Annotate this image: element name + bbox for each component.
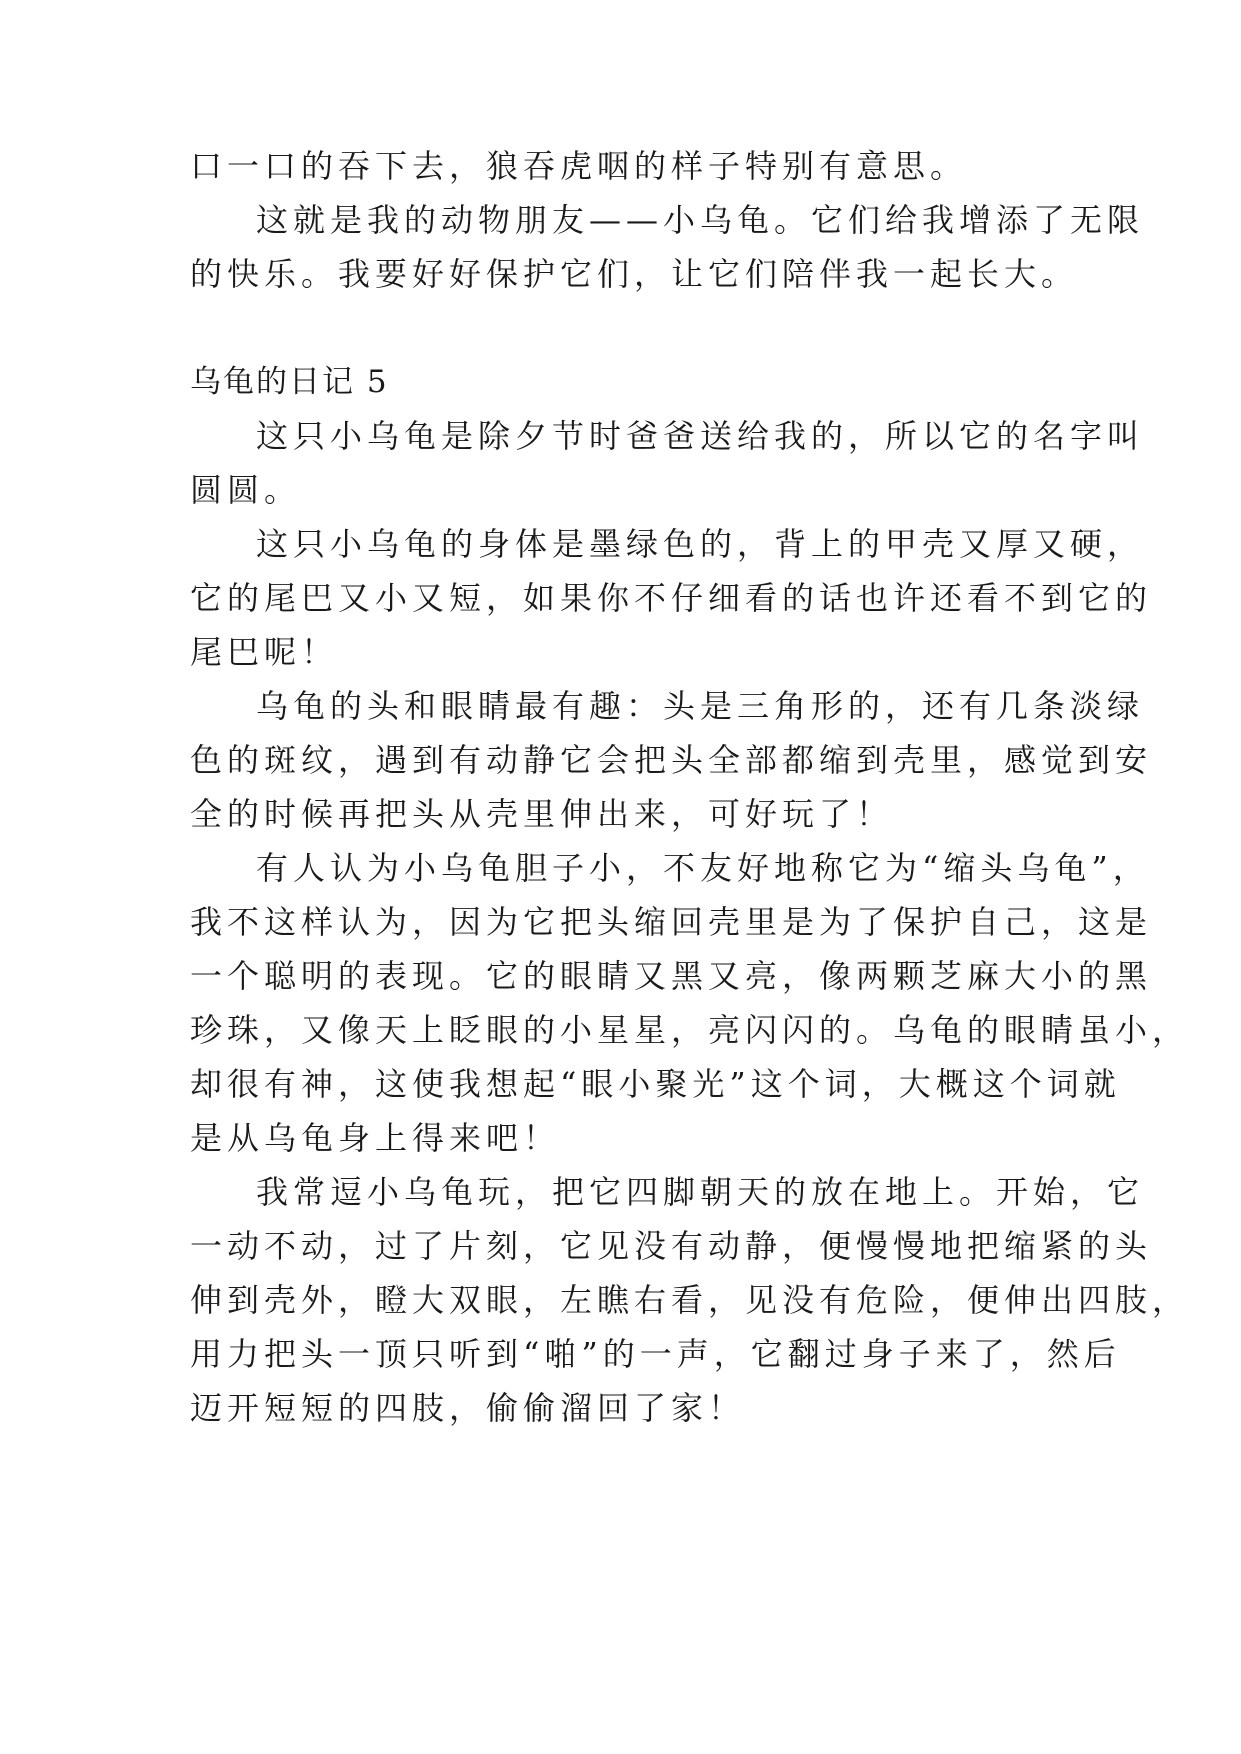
text-line: 圆圆。 <box>190 471 302 509</box>
text-line: 色的斑纹，遇到有动静它会把头全部都缩到壳里，感觉到安 <box>190 741 1153 779</box>
text-line: 这只小乌龟是除夕节时爸爸送给我的，所以它的名字叫 <box>256 417 1145 455</box>
text-line: 迈开短短的四肢，偷偷溜回了家！ <box>190 1389 746 1427</box>
text-line: 的快乐。我要好好保护它们，让它们陪伴我一起长大。 <box>190 255 1079 293</box>
text-line: 一个聪明的表现。它的眼睛又黑又亮，像两颗芝麻大小的黑 <box>190 957 1153 995</box>
text-line: 它的尾巴又小又短，如果你不仔细看的话也许还看不到它的 <box>190 579 1153 617</box>
text-line: 这只小乌龟的身体是墨绿色的，背上的甲壳又厚又硬， <box>256 525 1145 563</box>
text-line: 口一口的吞下去，狼吞虎咽的样子特别有意思。 <box>190 147 968 185</box>
text-line: 珍珠，又像天上眨眼的小星星，亮闪闪的。乌龟的眼睛虽小， <box>190 1011 1190 1049</box>
text-line: 全的时候再把头从壳里伸出来，可好玩了！ <box>190 795 894 833</box>
text-line: 我常逗小乌龟玩，把它四脚朝天的放在地上。开始，它 <box>256 1173 1145 1211</box>
text-line: 有人认为小乌龟胆子小，不友好地称它为“缩头乌龟”， <box>256 849 1150 887</box>
text-line: 这就是我的动物朋友——小乌龟。它们给我增添了无限 <box>256 201 1145 239</box>
text-line: 却很有神，这使我想起“眼小聚光”这个词，大概这个词就 <box>190 1065 1121 1103</box>
text-line: 用力把头一顶只听到“啪”的一声，它翻过身子来了，然后 <box>190 1335 1121 1373</box>
text-line: 是从乌龟身上得来吧！ <box>190 1119 561 1157</box>
text-line: 一动不动，过了片刻，它见没有动静，便慢慢地把缩紧的头 <box>190 1227 1153 1265</box>
text-line: 我不这样认为，因为它把头缩回壳里是为了保护自己，这是 <box>190 903 1153 941</box>
text-line: 伸到壳外，瞪大双眼，左瞧右看，见没有危险，便伸出四肢， <box>190 1281 1190 1319</box>
text-line: 乌龟的头和眼睛最有趣：头是三角形的，还有几条淡绿 <box>256 687 1145 725</box>
section-heading: 乌龟的日记 5 <box>190 364 389 400</box>
text-line: 尾巴呢！ <box>190 633 339 671</box>
